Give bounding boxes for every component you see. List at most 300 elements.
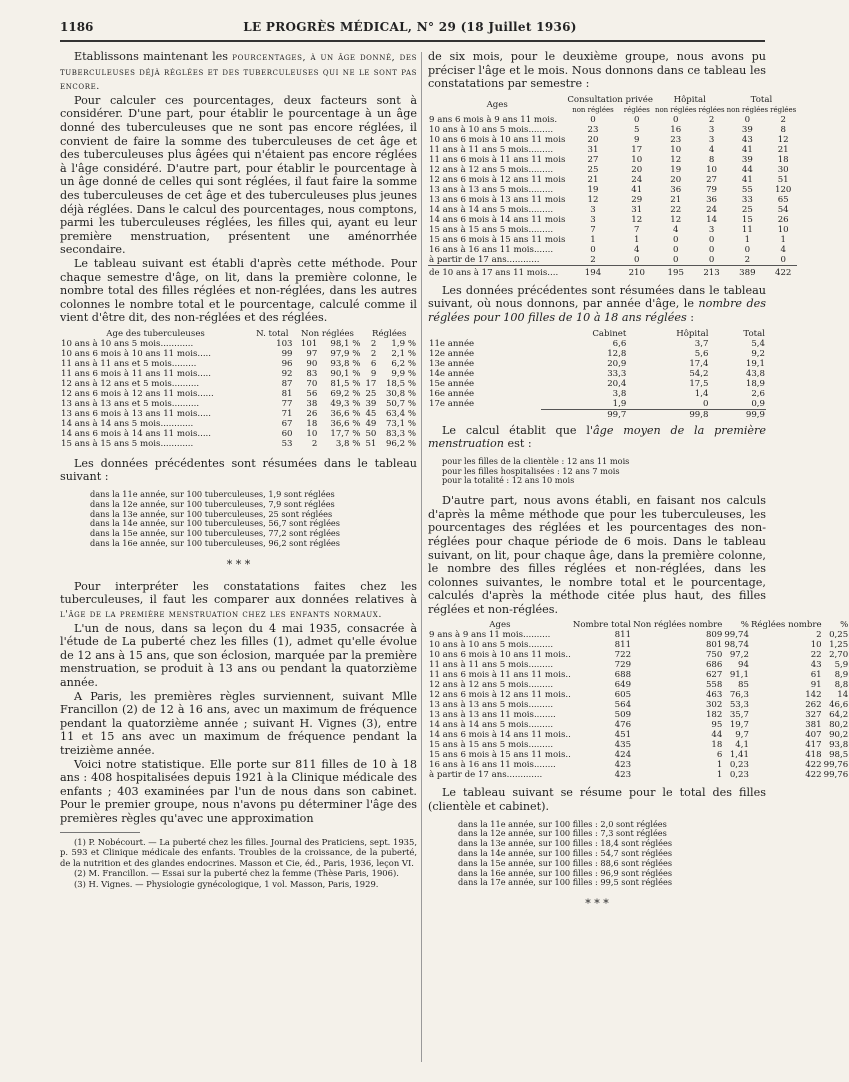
- table-cell: 14 ans à 14 ans 5 mois.........: [429, 204, 554, 215]
- table-cell: 80,2: [829, 720, 849, 731]
- table-cell: 99,9: [709, 409, 766, 420]
- table-cell: 10: [706, 164, 718, 175]
- table-cell: 10 ans 6 mois à 10 ans 11 mois.....: [61, 348, 212, 359]
- table-cell: 96,2 %: [385, 438, 416, 449]
- table-semestres: [428, 95, 797, 278]
- table-cell: 10 ans à 10 ans 5 mois.........: [429, 124, 554, 135]
- table-cell: 10: [810, 640, 822, 651]
- table-cell: 9,7: [735, 730, 749, 741]
- table-cell: 14 ans 6 mois à 14 ans 11 mois.....: [61, 428, 212, 439]
- table-cell: 93,8: [829, 740, 849, 751]
- table-cell: 1: [716, 760, 723, 771]
- table-cell: 9 ans 6 mois à 9 ans 11 mois.: [429, 114, 558, 125]
- table-cell: 0: [634, 114, 640, 125]
- paragraph: Le tableau suivant se résume pour le total des filles (clientèle et cabinet).: [428, 786, 766, 814]
- table-row: [428, 205, 797, 215]
- table-cell: 213: [698, 265, 726, 278]
- table-cell: 2: [311, 438, 318, 449]
- table-cell: 64,2: [829, 710, 849, 721]
- table-cell: 4: [672, 224, 679, 235]
- table-cell: 45: [365, 408, 377, 419]
- table-cell: 11 ans 6 mois à 11 ans 11 mois: [429, 154, 566, 165]
- list-item: dans la 14e année, sur 100 tuberculeuses, 56,7 sont réglées: [90, 518, 340, 529]
- list-item: dans la 12e année, sur 100 tuberculeuses, 7,9 sont réglées: [90, 498, 335, 509]
- table-cell: 16 ans à 16 ans 11 mois........: [429, 760, 556, 771]
- table-cell: 85: [738, 680, 749, 691]
- table-cell: 10: [306, 428, 318, 439]
- paragraph: Le calcul établit que l'âge moyen de la première menstruation est :: [428, 423, 766, 451]
- table-cell: 10 ans 6 mois à 10 ans 11 mois: [429, 134, 566, 145]
- table-cell: 0: [708, 254, 715, 265]
- table-cell: 30,8 %: [385, 388, 416, 399]
- table-cell: 14: [706, 214, 718, 225]
- table-cell: 1: [590, 234, 596, 245]
- table-cell: 25: [587, 164, 599, 175]
- table-cell: 61: [810, 670, 822, 681]
- table-cell: 81,5 %: [330, 378, 361, 389]
- table-header: Hôpital: [676, 328, 709, 339]
- table-cell: 38: [306, 398, 318, 409]
- table-header: Cabinet: [592, 328, 627, 339]
- table-cell: 23: [670, 134, 682, 145]
- table-row: [428, 115, 797, 125]
- table-cell: 722: [614, 650, 632, 661]
- table-cell: 0,23: [729, 760, 749, 771]
- table-cell: 463: [705, 690, 723, 701]
- table-cell: 77: [281, 398, 293, 409]
- table-cell: 33: [741, 194, 753, 205]
- table-cell: 20: [670, 174, 682, 185]
- table-cell: 73,1 %: [385, 418, 416, 429]
- table-row: [60, 439, 417, 449]
- list-item: dans la 15e année, sur 100 filles : 88,6 sont réglées: [458, 857, 673, 868]
- table-cell: 46,6: [829, 700, 849, 711]
- table-cell: 26: [306, 408, 318, 419]
- table-row: [60, 379, 417, 389]
- table-cell: 1,41: [729, 750, 749, 761]
- table-header: Consultation privée: [567, 94, 653, 105]
- table-cell: 97: [306, 348, 318, 359]
- table-cell: 51: [365, 438, 377, 449]
- table-tuberculeuses: [60, 329, 417, 449]
- table-cell: 31: [631, 204, 643, 215]
- table-cell: 2: [708, 114, 715, 125]
- table-cell: 2: [780, 114, 786, 125]
- table-cell: 21: [670, 194, 682, 205]
- table-cell: 1: [634, 234, 640, 245]
- table-row: [428, 359, 766, 369]
- table-header: Nombre total: [572, 620, 632, 631]
- table-cell: 15: [741, 214, 753, 225]
- list-item: dans la 12e année, sur 100 filles : 7,3 sont réglées: [458, 828, 667, 839]
- table-cell: 50: [365, 428, 377, 439]
- table-cell: 15e année: [429, 378, 475, 389]
- table-cell: 31: [587, 144, 599, 155]
- table-cell: de 10 ans à 17 ans 11 mois....: [428, 265, 566, 278]
- table-row: [60, 409, 417, 419]
- table-cell: 9: [634, 134, 640, 145]
- table-cell: 22: [810, 650, 822, 661]
- table-cell: 13e année: [429, 358, 475, 369]
- list-item: dans la 13e année, sur 100 tuberculeuses, 25 sont réglées: [90, 508, 333, 519]
- table-cell: 0: [672, 254, 679, 265]
- table-header: %: [740, 620, 749, 631]
- table-header: %: [840, 620, 849, 631]
- table-cell: 686: [705, 660, 723, 671]
- table-cell: 11 ans à 11 ans et 5 mois.........: [61, 358, 197, 369]
- table-cell: 10 ans à 10 ans 5 mois............: [61, 338, 194, 349]
- table-row: [428, 389, 766, 399]
- table-cell: 70: [306, 378, 318, 389]
- table-row: [60, 429, 417, 439]
- table-cell: 0: [590, 244, 596, 255]
- paragraph: Etablissons maintenant les pourcentages, à un âge donné, des tuberculeuses déjà réglées et des tuberculeuses qui ne le sont pas encore.: [60, 50, 417, 93]
- table-cell: 7: [634, 224, 640, 235]
- table-header: N. total: [256, 328, 289, 339]
- table-cell: 210: [620, 265, 654, 278]
- table-cell: 49,3 %: [330, 398, 361, 409]
- table-row: [428, 165, 797, 175]
- table-cell: 49: [365, 418, 377, 429]
- table-cell: 36: [670, 184, 682, 195]
- table-cell: 558: [705, 680, 723, 691]
- table-cell: 98,74: [724, 640, 749, 651]
- table-cell: 24: [706, 204, 718, 215]
- list-item: dans la 11e année, sur 100 tuberculeuses, 1,9 sont réglées: [90, 489, 335, 500]
- table-cell: 302: [705, 700, 723, 711]
- table-cell: 93,8 %: [330, 358, 361, 369]
- table-row: [428, 730, 849, 740]
- table-total-row: [428, 265, 797, 278]
- table-cell: 43: [810, 660, 822, 671]
- table-cell: 81: [281, 388, 293, 399]
- table-cell: 99,74: [724, 630, 749, 641]
- table-cell: 12: [670, 154, 682, 165]
- table-cell: 6: [370, 358, 377, 369]
- table-cell: 0: [672, 234, 679, 245]
- table-row: [428, 690, 849, 700]
- table-cell: 0: [672, 114, 679, 125]
- table-cell: 627: [705, 670, 723, 681]
- table-cell: 27: [587, 154, 599, 165]
- table-header: Non réglées: [300, 328, 354, 339]
- table-cell: 15 ans 6 mois à 15 ans 11 mois..: [429, 750, 571, 761]
- table-cell: 96: [281, 358, 293, 369]
- table-cell: 14e année: [429, 368, 475, 379]
- table-annees: [428, 329, 766, 420]
- table-row: [428, 670, 849, 680]
- table-cell: 12: [777, 134, 789, 145]
- table-cell: 13 ans à 13 ans et 5 mois..........: [61, 398, 200, 409]
- table-cell: 0: [672, 244, 679, 255]
- table-cell: 90: [306, 358, 318, 369]
- list-item: dans la 13e année, sur 100 filles : 18,4 sont réglées: [458, 838, 673, 849]
- table-cell: 51: [777, 174, 789, 185]
- table-cell: 17,5: [689, 378, 709, 389]
- table-cell: 95: [711, 720, 723, 731]
- table-cell: 69,2 %: [330, 388, 361, 399]
- table-cell: 54,2: [689, 368, 709, 379]
- table-cell: 18: [711, 740, 723, 751]
- table-cell: 9 ans à 9 ans 11 mois..........: [429, 630, 551, 641]
- table-cell: 87: [281, 378, 293, 389]
- table-header: Réglées: [372, 328, 407, 339]
- table-cell: 1,4: [694, 388, 709, 399]
- table-cell: 21: [777, 144, 789, 155]
- table-cell: 12 ans à 12 ans 5 mois.........: [429, 164, 554, 175]
- paragraph: D'autre part, nous avons établi, en faisant nos calculs d'après la même méthode que pour les tuberculeuses, les pourcentages des réglées et les pourcentages des non-réglées pour chaque période de 6 mois. Dans le tableau suivant, on lit, pour chaque âge, dans la première colonne, le nombre des filles réglées et non-réglées, dans les colonnes suivantes, le nombre total et le pourcentage, calculés d'après la méthode citée plus haut, des filles réglées et non-réglées.: [428, 494, 766, 616]
- table-cell: 1: [744, 234, 751, 245]
- table-header: Ages: [486, 99, 508, 110]
- table-cell: 1: [716, 770, 723, 781]
- left-column: [60, 50, 417, 890]
- list-item: pour les filles de la clientèle : 12 ans 11 mois: [442, 455, 630, 466]
- table-header: Total: [743, 328, 765, 339]
- table-cell: 12: [631, 214, 643, 225]
- table-cell: 60: [281, 428, 293, 439]
- table-header: Age des tuberculeuses: [106, 328, 205, 339]
- table-cell: 4,1: [735, 740, 749, 751]
- table-cell: 17e année: [429, 398, 475, 409]
- table-row: [60, 359, 417, 369]
- paragraph: de six mois, pour le deuxième groupe, nous avons pu préciser l'âge et le mois. Nous donnons dans ce tableau les constatations par semestre :: [428, 50, 766, 91]
- table-cell: 120: [774, 184, 792, 195]
- table-row: [428, 770, 849, 780]
- table-row: [428, 700, 849, 710]
- section-stars: * * *: [226, 557, 251, 571]
- table-cell: 9,9 %: [391, 368, 416, 379]
- table-cell: 4: [780, 244, 786, 255]
- paragraph: Pour interpréter les constatations faites chez les tuberculeuses, il faut les comparer aux données relatives à l'âge de la première menstruation chez les enfants normaux.: [60, 579, 417, 621]
- table-row: [428, 710, 849, 720]
- list-item: pour les filles hospitalisées : 12 ans 7 mois: [442, 465, 620, 476]
- table-cell: 262: [805, 700, 822, 711]
- table-cell: 809: [705, 630, 723, 641]
- table-cell: 98,1 %: [330, 338, 361, 349]
- table-cell: 1,9 %: [391, 338, 416, 349]
- table-cell: 79: [706, 184, 718, 195]
- table-cell: 13 ans 6 mois à 13 ans 11 mois.....: [61, 408, 212, 419]
- table-filles: [428, 620, 849, 780]
- table-cell: 3: [708, 224, 715, 235]
- table-cell: 0: [744, 114, 751, 125]
- table-cell: 2: [370, 338, 377, 349]
- table-cell: 6,2 %: [391, 358, 416, 369]
- paragraph: L'un de nous, dans sa leçon du 4 mai 1935, consacrée à l'étude de La puberté chez les filles (1), admet qu'elle évolue de 12 ans à 15 ans, que son éclosion, marquée par la première menstruation, se produit à 13 ans ou pendant la quatorzième année.: [60, 621, 417, 689]
- table-cell: 10 ans 6 mois à 10 ans 11 mois..: [429, 650, 571, 661]
- table-cell: 509: [614, 710, 632, 721]
- table-cell: 13 ans à 13 ans 5 mois.........: [429, 700, 554, 711]
- table-cell: 21: [587, 174, 599, 185]
- paragraph: Les données précédentes sont résumées dans le tableau suivant :: [60, 456, 417, 484]
- table-cell: 7: [590, 224, 596, 235]
- table-cell: 83,3 %: [385, 428, 416, 439]
- table-cell: 17,7 %: [330, 428, 361, 439]
- table-cell: 3,8: [612, 388, 627, 399]
- table-row: [428, 399, 766, 410]
- table-cell: 76,3: [729, 690, 749, 701]
- table-cell: 11 ans 6 mois à 11 ans 11 mois..: [429, 670, 571, 681]
- table-cell: 18,9: [745, 378, 765, 389]
- table-cell: 182: [705, 710, 723, 721]
- table-cell: 2,70: [829, 650, 849, 661]
- table-cell: 98,5: [829, 750, 849, 761]
- table-cell: 12 ans à 12 ans 5 mois.........: [429, 680, 554, 691]
- table-cell: 0,9: [751, 398, 765, 409]
- journal-title: LE PROGRÈS MÉDICAL, N° 29 (18 Juillet 1936): [243, 20, 577, 34]
- table-row: [428, 740, 849, 750]
- table-row: [428, 185, 797, 195]
- table-row: [428, 225, 797, 235]
- table-row: [428, 135, 797, 145]
- table-cell: 12 ans 6 mois à 12 ans 11 mois..: [429, 690, 571, 701]
- table-cell: 39: [741, 124, 753, 135]
- table-cell: 91,1: [729, 670, 749, 681]
- table-cell: 12,8: [607, 348, 627, 359]
- table-row: [428, 640, 849, 650]
- table-cell: 53,3: [729, 700, 749, 711]
- table-cell: 1: [780, 234, 786, 245]
- paragraph: Le tableau suivant est établi d'après cette méthode. Pour chaque semestre d'âge, on lit, dans la première colonne, le nombre total des filles réglées et non-réglées, dans les autres colonnes le nombre total et le pourcentage, calculé comme il vient d'être dit, des non-réglées et des réglées.: [60, 256, 417, 325]
- table-cell: 423: [614, 760, 632, 771]
- header-rule: [60, 40, 765, 42]
- table-cell: 23: [587, 124, 599, 135]
- table-cell: 422: [769, 265, 797, 278]
- footnote: (2) M. Francillon. — Essai sur la puberté chez la femme (Thèse Paris, 1906).: [74, 868, 399, 879]
- table-cell: 19,7: [729, 720, 749, 731]
- table-subheader: réglées: [770, 105, 797, 114]
- table-row: [428, 720, 849, 730]
- table-cell: 11 ans à 11 ans 5 mois.........: [429, 660, 554, 671]
- table-cell: 417: [805, 740, 822, 751]
- table-cell: 0: [780, 254, 786, 265]
- table-cell: 5,4: [751, 338, 765, 349]
- paragraph: Voici notre statistique. Elle porte sur 811 filles de 10 à 18 ans : 408 hospitalisées depuis 1921 à la Clinique médicale des enfants ; 403 examinées par l'un de nous dans son cabinet. Pour le premier groupe, nous n'avons pu déterminer l'âge des premières règles qu'avec une approximation: [60, 757, 417, 825]
- table-cell: 423: [614, 770, 632, 781]
- table-cell: 65: [777, 194, 789, 205]
- table-row: [60, 419, 417, 429]
- table-cell: 14 ans 6 mois à 14 ans 11 mois..: [429, 730, 571, 741]
- table-cell: 3: [708, 124, 715, 135]
- table-cell: 564: [614, 700, 632, 711]
- table-cell: 13 ans à 13 ans 5 mois.........: [429, 184, 554, 195]
- table-row: [60, 349, 417, 359]
- table-cell: 435: [614, 740, 632, 751]
- list-item: pour la totalité : 12 ans 10 mois: [442, 475, 575, 486]
- table-cell: 14 ans 6 mois à 14 ans 11 mois: [429, 214, 566, 225]
- table-cell: 142: [805, 690, 822, 701]
- table-cell: à partir de 17 ans.............: [429, 770, 543, 781]
- table-cell: 30: [777, 164, 789, 175]
- table-cell: [428, 409, 541, 420]
- table-row: [428, 760, 849, 770]
- table-cell: 20,4: [607, 378, 627, 389]
- table-cell: 25: [365, 388, 377, 399]
- page-header: [60, 18, 760, 38]
- table-cell: 33,3: [607, 368, 627, 379]
- table-cell: 91: [810, 680, 822, 691]
- table-cell: 41: [631, 184, 643, 195]
- table-cell: 17,4: [689, 358, 709, 369]
- table-cell: 71: [281, 408, 293, 419]
- table-cell: 13 ans à 13 ans 11 mois........: [429, 710, 556, 721]
- table-cell: 10: [670, 144, 682, 155]
- table-row: [428, 379, 766, 389]
- table-row: [428, 245, 797, 255]
- table-cell: 16: [670, 124, 682, 135]
- table-cell: 25: [741, 204, 753, 215]
- table-cell: 10 ans à 10 ans 5 mois.........: [429, 640, 554, 651]
- table-cell: 99: [281, 348, 293, 359]
- table-cell: 41: [741, 174, 753, 185]
- table-cell: 422: [805, 770, 822, 781]
- table-cell: 20: [587, 134, 599, 145]
- table-row: [60, 399, 417, 409]
- table-cell: 8,9: [834, 670, 849, 681]
- list-item: dans la 16e année, sur 100 filles : 96,9 sont réglées: [458, 867, 673, 878]
- table-row: [428, 215, 797, 225]
- table-cell: 16 ans à 16 ans 11 mois.......: [429, 244, 554, 255]
- table-header: Total: [750, 94, 773, 105]
- table-cell: 8: [780, 124, 786, 135]
- table-cell: 15 ans à 15 ans 5 mois.........: [429, 224, 554, 235]
- table-cell: 0,23: [729, 770, 749, 781]
- summary-list: [90, 490, 417, 549]
- table-header: Ages: [489, 620, 511, 631]
- table-cell: 94: [738, 660, 749, 671]
- table-cell: 36,6 %: [330, 418, 361, 429]
- table-cell: 451: [614, 730, 632, 741]
- table-row: [428, 255, 797, 266]
- table-cell: 3,7: [694, 338, 709, 349]
- paragraph: A Paris, les premières règles surviennent, suivant Mlle Francillon (2) de 12 à 16 ans, avec un maximum de fréquence pendant la quatorzième année ; suivant H. Vignes (3), entre 11 et 15 ans avec un maximum de fréquence pendant la treizième année.: [60, 689, 417, 757]
- table-cell: 18,5 %: [385, 378, 416, 389]
- page-number: 1186: [60, 20, 94, 34]
- table-row: [428, 349, 766, 359]
- table-cell: 2: [744, 254, 751, 265]
- table-cell: 422: [805, 760, 822, 771]
- table-cell: 90,2: [829, 730, 849, 741]
- table-subheader: non réglées: [572, 105, 614, 114]
- paragraph: Les données précédentes sont résumées dans le tableau suivant, où nous donnons, par année d'âge, le nombre des réglées pour 100 filles de 10 à 18 ans réglées :: [428, 283, 766, 324]
- table-subheader: réglées: [698, 105, 725, 114]
- table-row: [428, 750, 849, 760]
- table-cell: 801: [705, 640, 723, 651]
- table-cell: 36,6 %: [330, 408, 361, 419]
- table-cell: 9: [370, 368, 377, 379]
- table-cell: 10: [777, 224, 789, 235]
- table-cell: 2: [370, 348, 377, 359]
- table-cell: 20: [631, 164, 643, 175]
- table-row: [60, 369, 417, 379]
- table-cell: 90,1 %: [330, 368, 361, 379]
- table-cell: 3: [590, 204, 596, 215]
- table-cell: 10: [631, 154, 643, 165]
- table-row: [60, 389, 417, 399]
- table-row: [428, 175, 797, 185]
- table-cell: 6: [716, 750, 723, 761]
- table-cell: 22: [670, 204, 682, 215]
- table-cell: 1,9: [612, 398, 627, 409]
- table-cell: 0: [708, 244, 715, 255]
- table-cell: 97,2: [729, 650, 749, 661]
- list-item: dans la 14e année, sur 100 filles : 54,7 sont réglées: [458, 848, 673, 859]
- list-item: dans la 17e année, sur 100 filles : 99,5 sont réglées: [458, 877, 673, 888]
- list-item: dans la 11e année, sur 100 filles : 2,0 sont réglées: [458, 818, 667, 829]
- table-cell: 26: [777, 214, 789, 225]
- table-cell: 3: [708, 134, 715, 145]
- table-cell: 14 ans à 14 ans 5 mois............: [61, 418, 194, 429]
